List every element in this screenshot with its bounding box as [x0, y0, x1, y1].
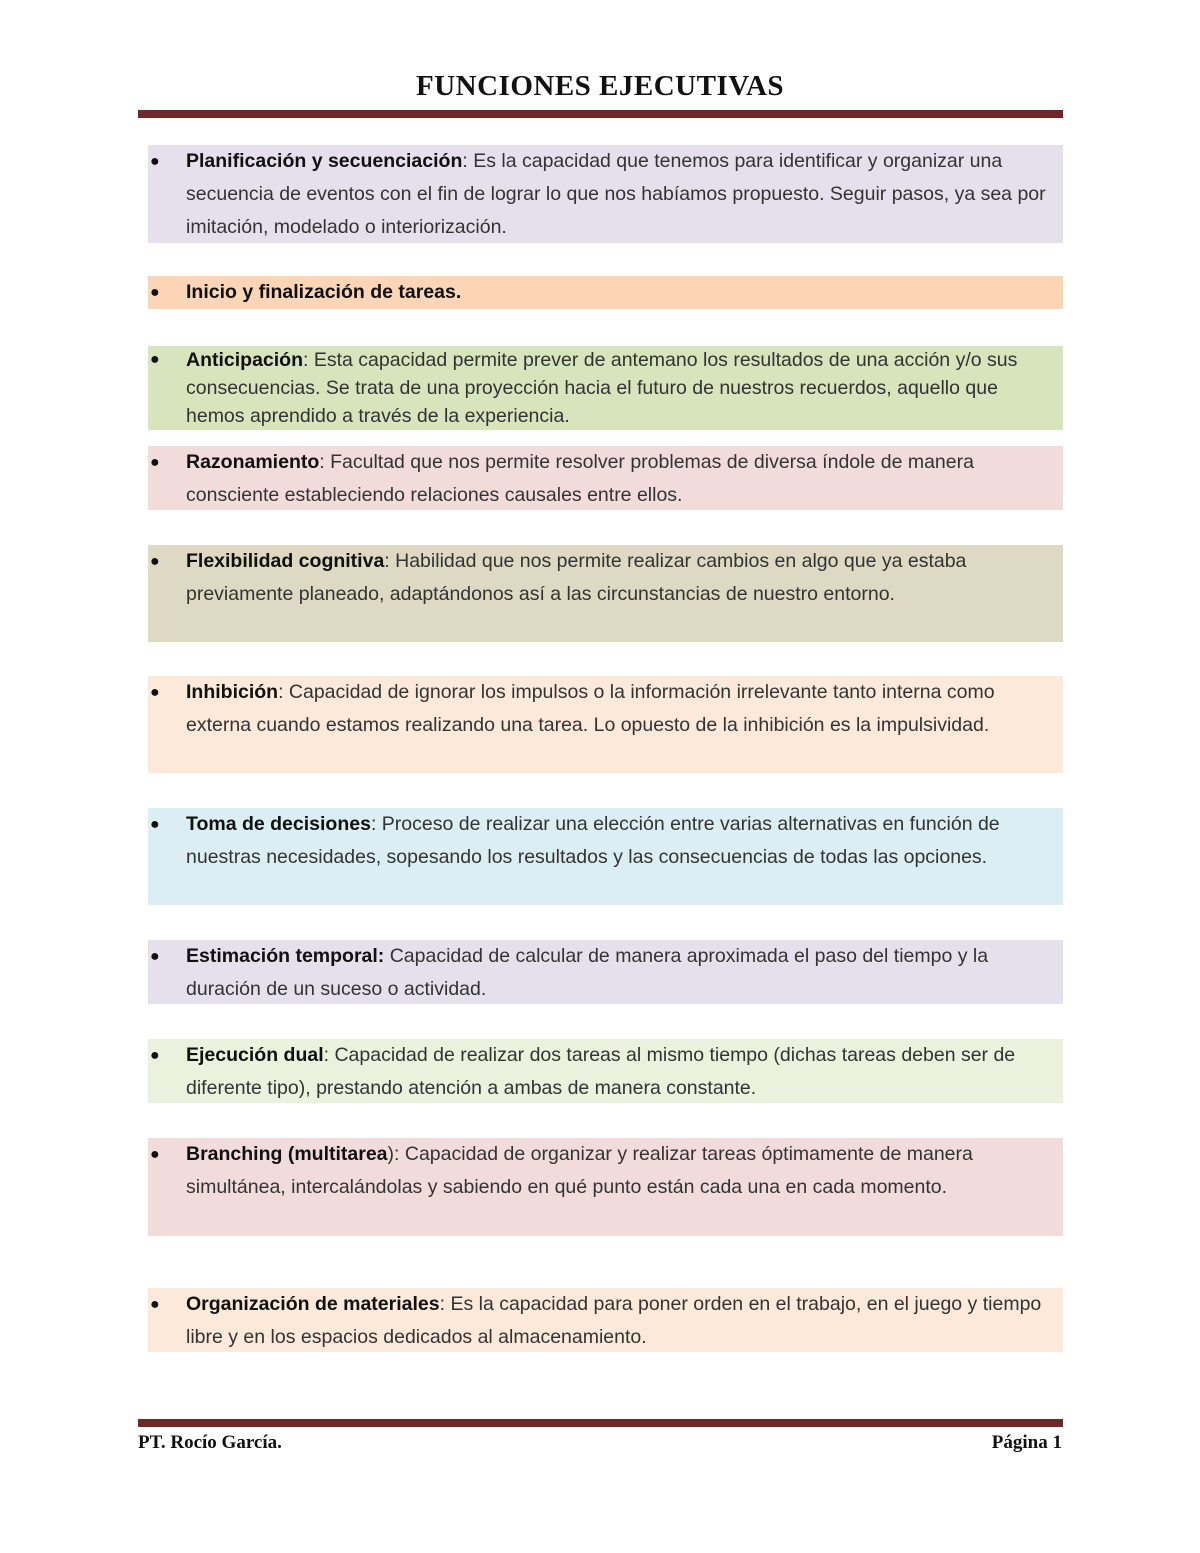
bullet-icon: ●	[150, 553, 160, 570]
item-term: Ejecución dual	[186, 1044, 324, 1066]
item-term: Toma de decisiones	[186, 813, 371, 835]
item-ejecucion-dual	[148, 1039, 1063, 1103]
bullet-icon: ●	[150, 153, 160, 170]
footer-author: PT. Rocío García.	[138, 1432, 282, 1453]
item-text: : Es la capacidad que tenemos para identificar y organizar una secuencia de eventos con el fin de lograr lo que nos habíamos propuesto. Seguir pasos, ya sea por imitación, modelado o interiorización.	[186, 150, 1046, 238]
item-razonamiento	[148, 446, 1063, 510]
item-term: Estimación temporal:	[186, 945, 385, 967]
item-text: : Esta capacidad permite prever de antemano los resultados de una acción y/o sus consecuencias. Se trata de una proyección hacia el futuro de nuestros recuerdos, aquello que hemos aprendido a través de la experiencia.	[186, 349, 1018, 427]
footer-rule	[138, 1419, 1063, 1427]
bullet-icon: ●	[150, 351, 160, 368]
item-term: Planificación y secuenciación	[186, 150, 463, 172]
item-toma-decisiones	[148, 808, 1063, 905]
item-text: ): Capacidad de organizar y realizar tareas óptimamente de manera simultánea, intercalándolas y sabiendo en qué punto están cada una en cada momento.	[186, 1143, 973, 1198]
bullet-icon: ●	[150, 454, 160, 471]
item-term: Flexibilidad cognitiva	[186, 550, 385, 572]
item-text: : Es la capacidad para poner orden en el trabajo, en el juego y tiempo libre y en los espacios dedicados al almacenamiento.	[186, 1293, 1042, 1348]
item-inhibicion	[148, 676, 1063, 773]
item-estimacion-temporal	[148, 940, 1063, 1004]
item-text: : Capacidad de ignorar los impulsos o la información irrelevante tanto interna como externa cuando estamos realizando una tarea. Lo opuesto de la inhibición es la impulsividad.	[186, 681, 995, 736]
item-term: Organización de materiales	[186, 1293, 440, 1315]
item-anticipacion	[148, 346, 1063, 430]
item-text: : Habilidad que nos permite realizar cambios en algo que ya estaba previamente planeado, adaptándonos así a las circunstancias de nuestro entorno.	[186, 550, 967, 605]
item-text: : Proceso de realizar una elección entre varias alternativas en función de nuestras necesidades, sopesando los resultados y las consecuencias de todas las opciones.	[186, 813, 1000, 868]
page-title: FUNCIONES EJECUTIVAS	[415, 70, 785, 102]
item-flexibilidad	[148, 545, 1063, 642]
item-term: Inicio y finalización de tareas.	[186, 281, 462, 303]
item-inicio	[148, 276, 1063, 309]
item-term: Inhibición	[186, 681, 279, 703]
item-term: Anticipación	[186, 349, 304, 371]
header-rule	[138, 110, 1063, 118]
item-branching	[148, 1138, 1063, 1236]
item-text: : Capacidad de realizar dos tareas al mismo tiempo (dichas tareas deben ser de diferente tipo), prestando atención a ambas de manera constante.	[186, 1044, 1016, 1099]
item-term: Branching (multitarea	[186, 1143, 388, 1165]
bullet-icon: ●	[150, 948, 160, 965]
item-term: Razonamiento	[186, 451, 320, 473]
item-text: Capacidad de calcular de manera aproximada el paso del tiempo y la duración de un suceso o actividad.	[186, 945, 989, 1000]
item-planificacion	[148, 145, 1063, 243]
item-organizacion-materiales	[148, 1288, 1063, 1352]
footer-page-number: Página 1	[991, 1432, 1062, 1453]
bullet-icon: ●	[150, 1146, 160, 1163]
bullet-icon: ●	[150, 684, 160, 701]
bullet-icon: ●	[150, 1047, 160, 1064]
bullet-icon: ●	[150, 1296, 160, 1313]
bullet-icon: ●	[150, 816, 160, 833]
item-text: : Facultad que nos permite resolver problemas de diversa índole de manera consciente estableciendo relaciones causales entre ellos.	[186, 451, 974, 506]
bullet-icon: ●	[150, 284, 160, 301]
